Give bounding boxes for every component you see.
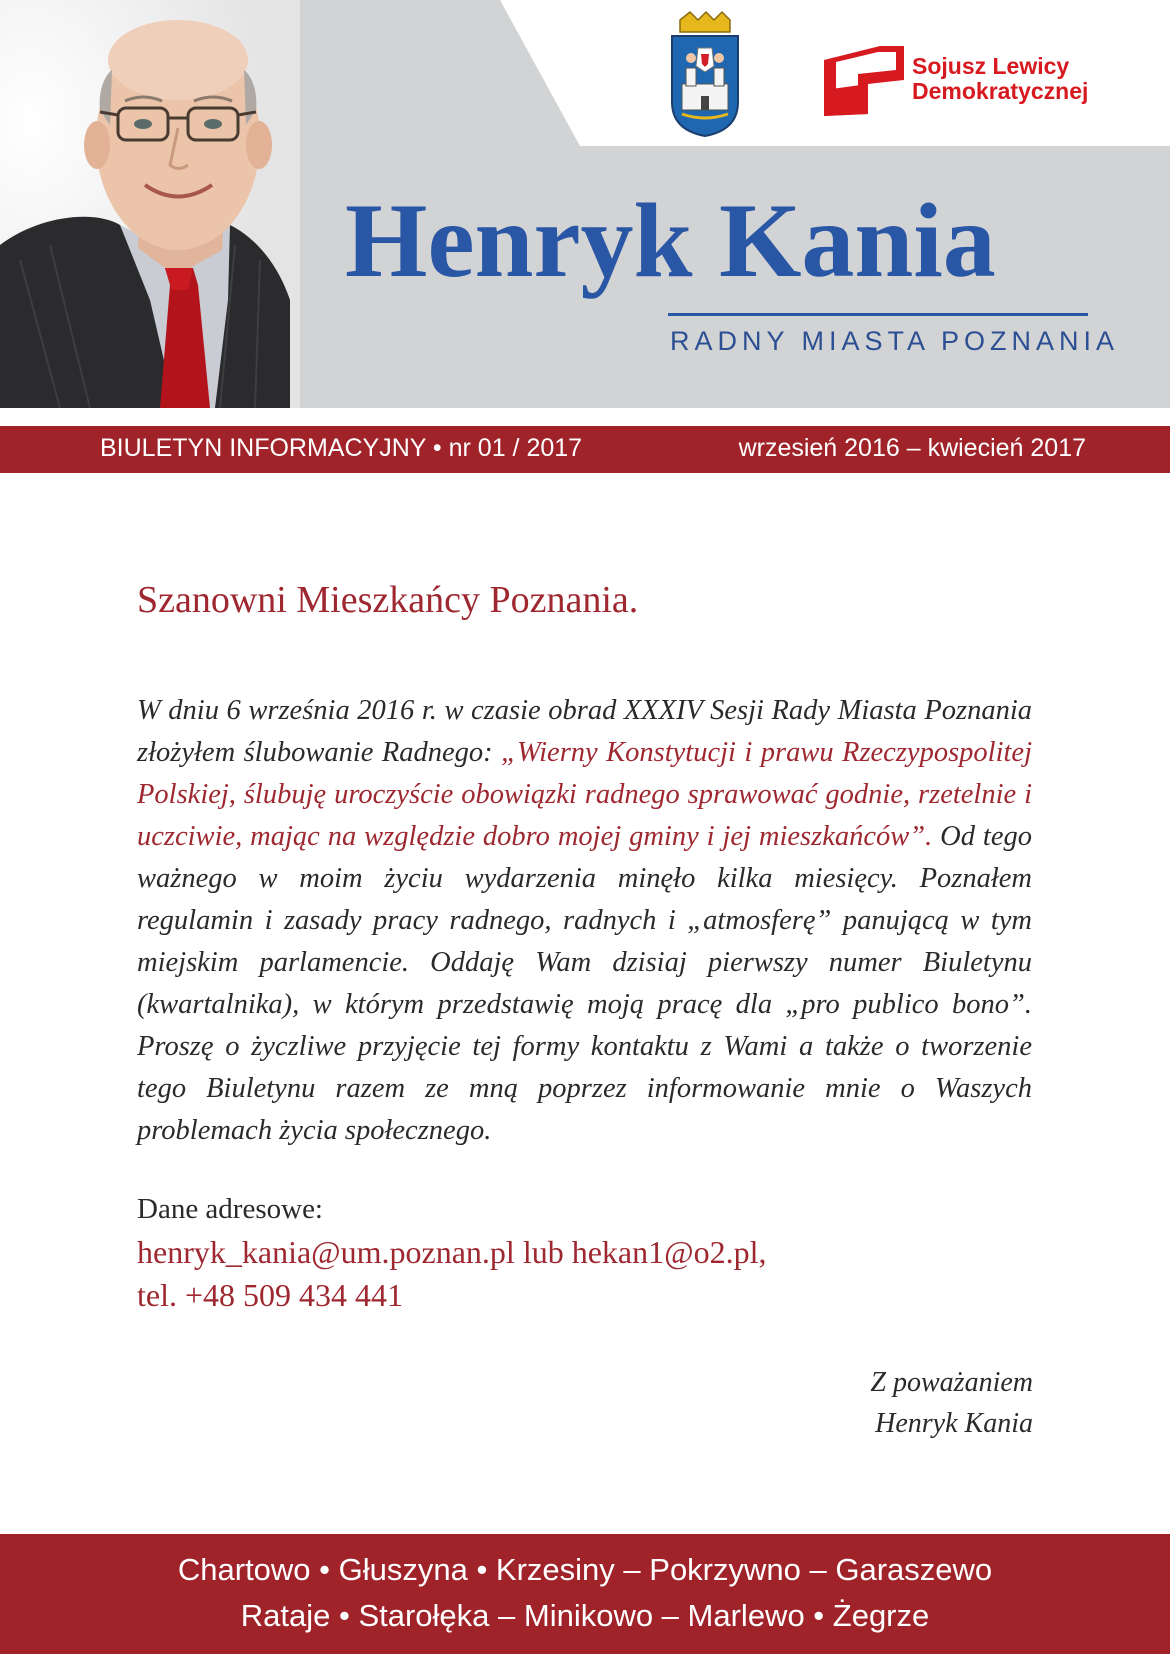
councillor-title: RADNY MIASTA POZNANIA <box>670 326 1120 356</box>
address-label: Dane adresowe: <box>137 1193 323 1225</box>
bulletin-issue: BIULETYN INFORMACYJNY • nr 01 / 2017 <box>100 434 583 462</box>
letter-greeting: Szanowni Mieszkańcy Poznania. <box>137 579 639 621</box>
councillor-name: Henryk Kania <box>345 182 996 299</box>
bulletin-period: wrzesień 2016 – kwiecień 2017 <box>738 434 1086 462</box>
poznan-coat-of-arms <box>672 12 738 136</box>
header <box>0 0 1170 408</box>
districts-line-2: Rataje • Starołęka – Minikowo – Marlewo • Żegrze <box>240 1598 930 1633</box>
letter-body-intro: W dniu 6 września 2016 r. w czasie obrad XXXIV Sesji Rady Miasta Poznania złożyłem ślubowanie Radnego: <box>137 695 1032 768</box>
sld-logo-line1: Sojusz Lewicy <box>912 53 1070 79</box>
address-phone[interactable]: tel. +48 509 434 441 <box>137 1277 404 1313</box>
sld-logo-line2: Demokratycznej <box>912 78 1089 104</box>
districts-line-1: Chartowo • Głuszyna • Krzesiny – Pokrzywno – Garaszewo <box>177 1552 993 1587</box>
address-email[interactable]: henryk_kania@um.poznan.pl lub hekan1@o2.pl, <box>137 1234 767 1270</box>
districts-footer <box>0 1534 1170 1654</box>
letter-closing <box>870 1362 1033 1444</box>
sld-party-logo <box>820 40 1120 125</box>
name-underline <box>668 313 1088 316</box>
oath-quote: „Wierny Konstytucji i prawu Rzeczypospolitej Polskiej, ślubuję uroczyście obowiązki radnego sprawować godnie, rzetelnie i uczciwie, mając na względzie dobro mojej gminy i jej mieszkańców”. <box>137 737 1032 852</box>
letter-body-rest: Od tego ważnego w moim życiu wydarzenia minęło kilka miesięcy. Poznałem regulamin i zasady pracy radnego, radnych i „atmosferę” panującą w tym miejskim parlamencie. Oddaję Wam dzisiaj pierwszy numer Biuletynu (kwartalnika), w którym przedstawię moją pracę dla „pro publico bono”. Proszę o życzliwe przyjęcie tej formy kontaktu z Wami a także o tworzenie tego Biuletynu razem ze mną poprzez informowanie mnie o Waszych problemach życia społecznego. <box>137 821 1032 1146</box>
sld-logo-text <box>912 54 1088 104</box>
letter-body <box>137 690 1032 1152</box>
bulletin-info-band <box>0 426 1170 473</box>
sld-flag-icon <box>820 40 908 118</box>
closing-regards: Z poważaniem <box>870 1367 1033 1398</box>
closing-signature: Henryk Kania <box>875 1408 1033 1439</box>
